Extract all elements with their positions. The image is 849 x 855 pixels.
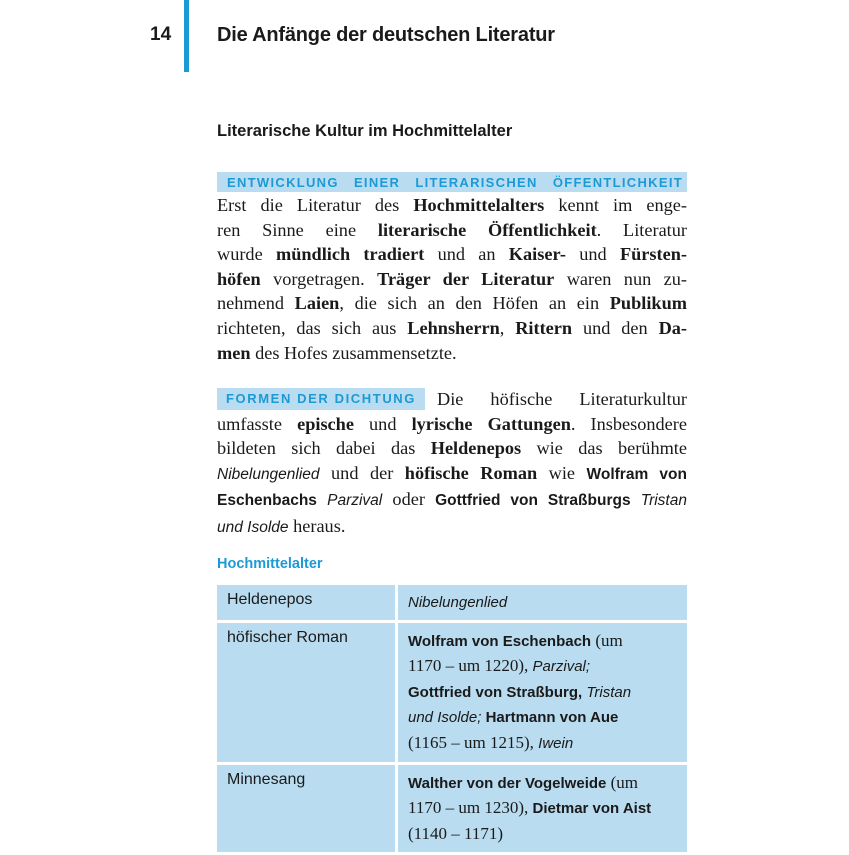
kicker-word: LITERARISCHEN (415, 174, 538, 190)
cell-line (408, 731, 677, 756)
text-run (317, 489, 327, 509)
bold-term: Träger der Literatur (377, 268, 555, 289)
bold-term: Publikum (609, 293, 687, 314)
bold-term: Fürsten- (619, 244, 687, 265)
text-run: , (499, 317, 516, 338)
works-cell (398, 623, 687, 765)
works-cell (398, 765, 687, 855)
text-run: (um (606, 773, 639, 793)
text-run: und (353, 413, 412, 434)
bold-term: men (217, 342, 251, 363)
bold-name: Wolfram von (586, 465, 687, 483)
text-run: nehmend (217, 293, 295, 314)
cell-line (408, 822, 677, 846)
paragraph-2 (217, 387, 687, 541)
italic-title: Parzival (327, 492, 383, 510)
cell-line (408, 654, 677, 679)
genre-cell: Minnesang (217, 765, 398, 855)
text-line (217, 436, 687, 461)
italic-title: und Isolde (217, 518, 289, 536)
kicker-word: ENTWICKLUNG (227, 174, 339, 190)
italic-title: Parzival; (532, 658, 591, 676)
text-run: oder (382, 489, 436, 510)
overview-table (217, 585, 687, 855)
italic-title: Iwein (538, 734, 574, 752)
text-line (217, 218, 687, 243)
bold-name: Gottfried von Straßburg, (408, 683, 587, 701)
paragraph-1-body (217, 193, 687, 365)
text-line (217, 242, 687, 267)
text-run: bildeten sich dabei das (217, 438, 431, 459)
text-run: und an (424, 244, 509, 265)
bold-term: lyrische Gattungen (411, 413, 571, 434)
text-run: heraus. (288, 515, 346, 536)
bold-name: Dietmar von Aist (532, 800, 652, 818)
word: Die (437, 389, 464, 409)
cell-line (408, 680, 677, 705)
cell-line (408, 771, 677, 796)
kicker-word: EINER (353, 174, 401, 190)
genre-cell: höfischer Roman (217, 623, 398, 765)
text-run: und den (572, 317, 659, 338)
text-run: 1170 – um 1230), (408, 798, 533, 818)
cell-line (408, 591, 677, 614)
bold-term: Kaiser- (508, 244, 566, 265)
bold-term: höfische Roman (404, 462, 538, 483)
text-run: Erst die Literatur des (217, 195, 414, 215)
bold-term: Rittern (515, 317, 573, 338)
page-number: 14 (150, 24, 172, 45)
text-run: vorgetragen. (260, 268, 378, 289)
table-row (217, 585, 687, 623)
text-line (217, 291, 687, 316)
works-cell (398, 585, 687, 623)
cell-line (408, 629, 677, 654)
text-line (217, 193, 687, 218)
header-accent-bar (184, 0, 189, 72)
text-run: und (566, 244, 620, 265)
text-run: , die sich an den Höfen an ein (339, 293, 610, 314)
bold-term: höfen (217, 268, 261, 289)
text-run: wie (537, 462, 587, 483)
text-run: (1165 – um 1215), (408, 732, 539, 752)
text-run: (1140 – 1171) (408, 823, 504, 843)
text-run: umfasste (217, 413, 298, 434)
text-line (217, 341, 687, 366)
table-label: Hochmittelalter (217, 556, 323, 572)
bold-term: Laien (294, 293, 340, 314)
italic-title: und Isolde; (408, 709, 486, 727)
text-line (217, 412, 687, 437)
bold-term: Hochmittelalters (413, 195, 545, 215)
section-heading: Literarische Kultur im Hochmittelalter (217, 122, 513, 140)
chapter-title: Die Anfänge der deutschen Literatur (217, 24, 555, 46)
bold-term: mündlich tradiert (275, 244, 425, 265)
genre-cell: Heldenepos (217, 585, 398, 623)
table-row (217, 765, 687, 855)
bold-name: Eschenbachs (217, 492, 317, 510)
text-run-group (437, 387, 687, 412)
text-run: . Literatur (596, 219, 687, 240)
text-run: und der (319, 462, 405, 483)
text-run: kennt im enge- (544, 195, 687, 215)
text-line (217, 387, 687, 412)
cell-line (408, 705, 677, 730)
italic-title: Nibelungenlied (217, 465, 320, 483)
table-row (217, 623, 687, 765)
word: höfische (490, 389, 553, 409)
word: Literaturkultur (579, 389, 687, 409)
paragraph-1-kicker (217, 172, 687, 192)
bold-term: Heldenepos (430, 438, 522, 459)
paragraph-2-kicker: FORMEN DER DICHTUNG (217, 388, 425, 410)
bold-term: literarische Öffentlichkeit (377, 219, 597, 240)
cell-line (408, 796, 677, 821)
italic-title: Nibelungenlied (408, 594, 508, 611)
text-run: . Insbesondere (570, 413, 687, 434)
bold-name: Walther von der Vogelweide (408, 775, 607, 793)
text-line (217, 487, 687, 514)
kicker-word: ÖFFENTLICHKEIT (552, 174, 683, 190)
italic-title: Tristan (586, 683, 632, 701)
text-run: ren Sinne eine (217, 219, 378, 240)
text-line (217, 316, 687, 341)
text-run: 1170 – um 1220), (408, 656, 533, 676)
text-run (631, 489, 641, 509)
bold-term: epische (297, 413, 354, 434)
text-run: (um (591, 631, 623, 650)
text-run: richteten, das sich aus (217, 317, 408, 338)
bold-term: Da- (658, 317, 688, 338)
bold-name: Hartmann von Aue (485, 709, 619, 727)
text-line (217, 514, 687, 541)
text-run: wie das berühmte (521, 438, 687, 459)
bold-name: Wolfram von Eschenbach (408, 633, 592, 650)
text-run: des Hofes zusammensetzte. (250, 342, 457, 363)
text-run: wurde (217, 244, 276, 265)
text-line (217, 267, 687, 292)
bold-name: Gottfried von Straßburgs (435, 492, 631, 510)
text-line (217, 461, 687, 488)
italic-title: Tristan (640, 492, 687, 510)
bold-term: Lehnsherrn (407, 317, 500, 338)
text-run: waren nun zu- (554, 268, 688, 289)
